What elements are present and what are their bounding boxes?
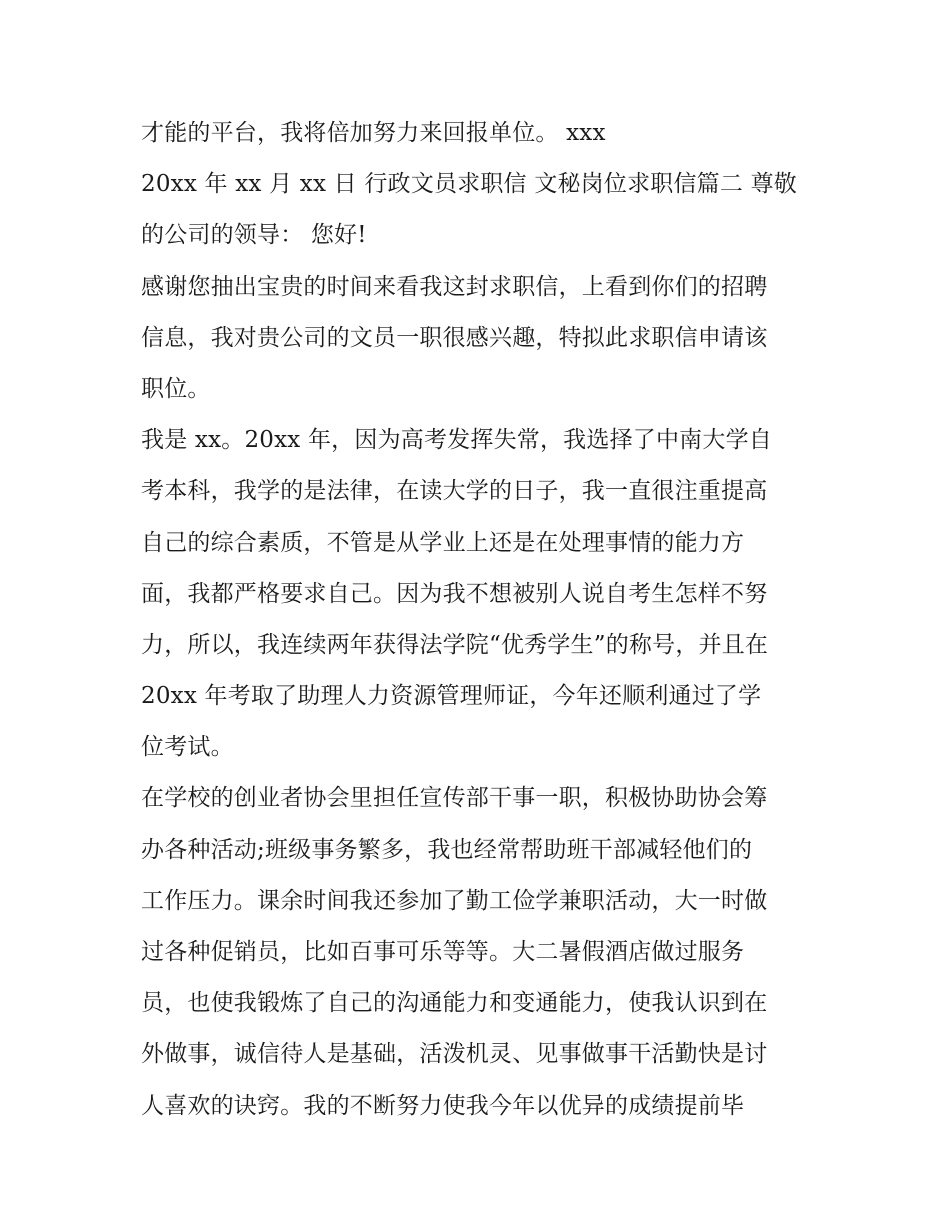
text-line: 的公司的领导： 您好! (141, 222, 367, 249)
text-line: 考本科，我学的是法律，在读大学的日子，我一直很注重提高 (141, 478, 768, 505)
text-line: 位考试。 (141, 734, 234, 761)
text-line: 职位。 (141, 375, 211, 402)
text-line: 感谢您抽出宝贵的时间来看我这封求职信，上看到你们的招聘 (141, 273, 768, 300)
text-line: 过各种促销员，比如百事可乐等等。大二暑假酒店做过服务 (141, 939, 745, 965)
text-line: 工作压力。课余时间我还参加了勤工俭学兼职活动，大一时做 (141, 887, 768, 914)
text-line: 面，我都严格要求自己。因为我不想被别人说自考生怎样不努 (141, 580, 768, 607)
text-line: 我是 xx。20xx 年，因为高考发挥失常，我选择了中南大学自 (141, 427, 772, 454)
text-line: 自己的综合素质，不管是从学业上还是在处理事情的能力方 (141, 529, 745, 556)
text-line: 在学校的创业者协会里担任宣传部干事一职，积极协助协会筹 (141, 785, 768, 812)
text-line: 力，所以，我连续两年获得法学院“优秀学生”的称号，并且在 (141, 631, 769, 658)
text-line: 办各种活动;班级事务繁多，我也经常帮助班干部减轻他们的 (141, 836, 753, 863)
text-line: 外做事，诚信待人是基础，活泼机灵、见事做事干活勤快是讨 (141, 1041, 768, 1068)
body-text (141, 108, 821, 1132)
text-line: 员，也使我锻炼了自己的沟通能力和变通能力，使我认识到在 (141, 990, 768, 1017)
text-line: 20xx 年考取了助理人力资源管理师证，今年还顺利通过了学 (141, 683, 762, 710)
text-line: 才能的平台，我将倍加努力来回报单位。 xxx (141, 120, 606, 146)
text-line: 20xx 年 xx 月 xx 日 行政文员求职信 文秘岗位求职信篇二 尊敬 (141, 171, 797, 198)
text-line: 人喜欢的诀窍。我的不断努力使我今年以优异的成绩提前毕 (141, 1092, 745, 1119)
text-line: 信息，我对贵公司的文员一职很感兴趣，特拟此求职信申请该 (141, 324, 768, 351)
